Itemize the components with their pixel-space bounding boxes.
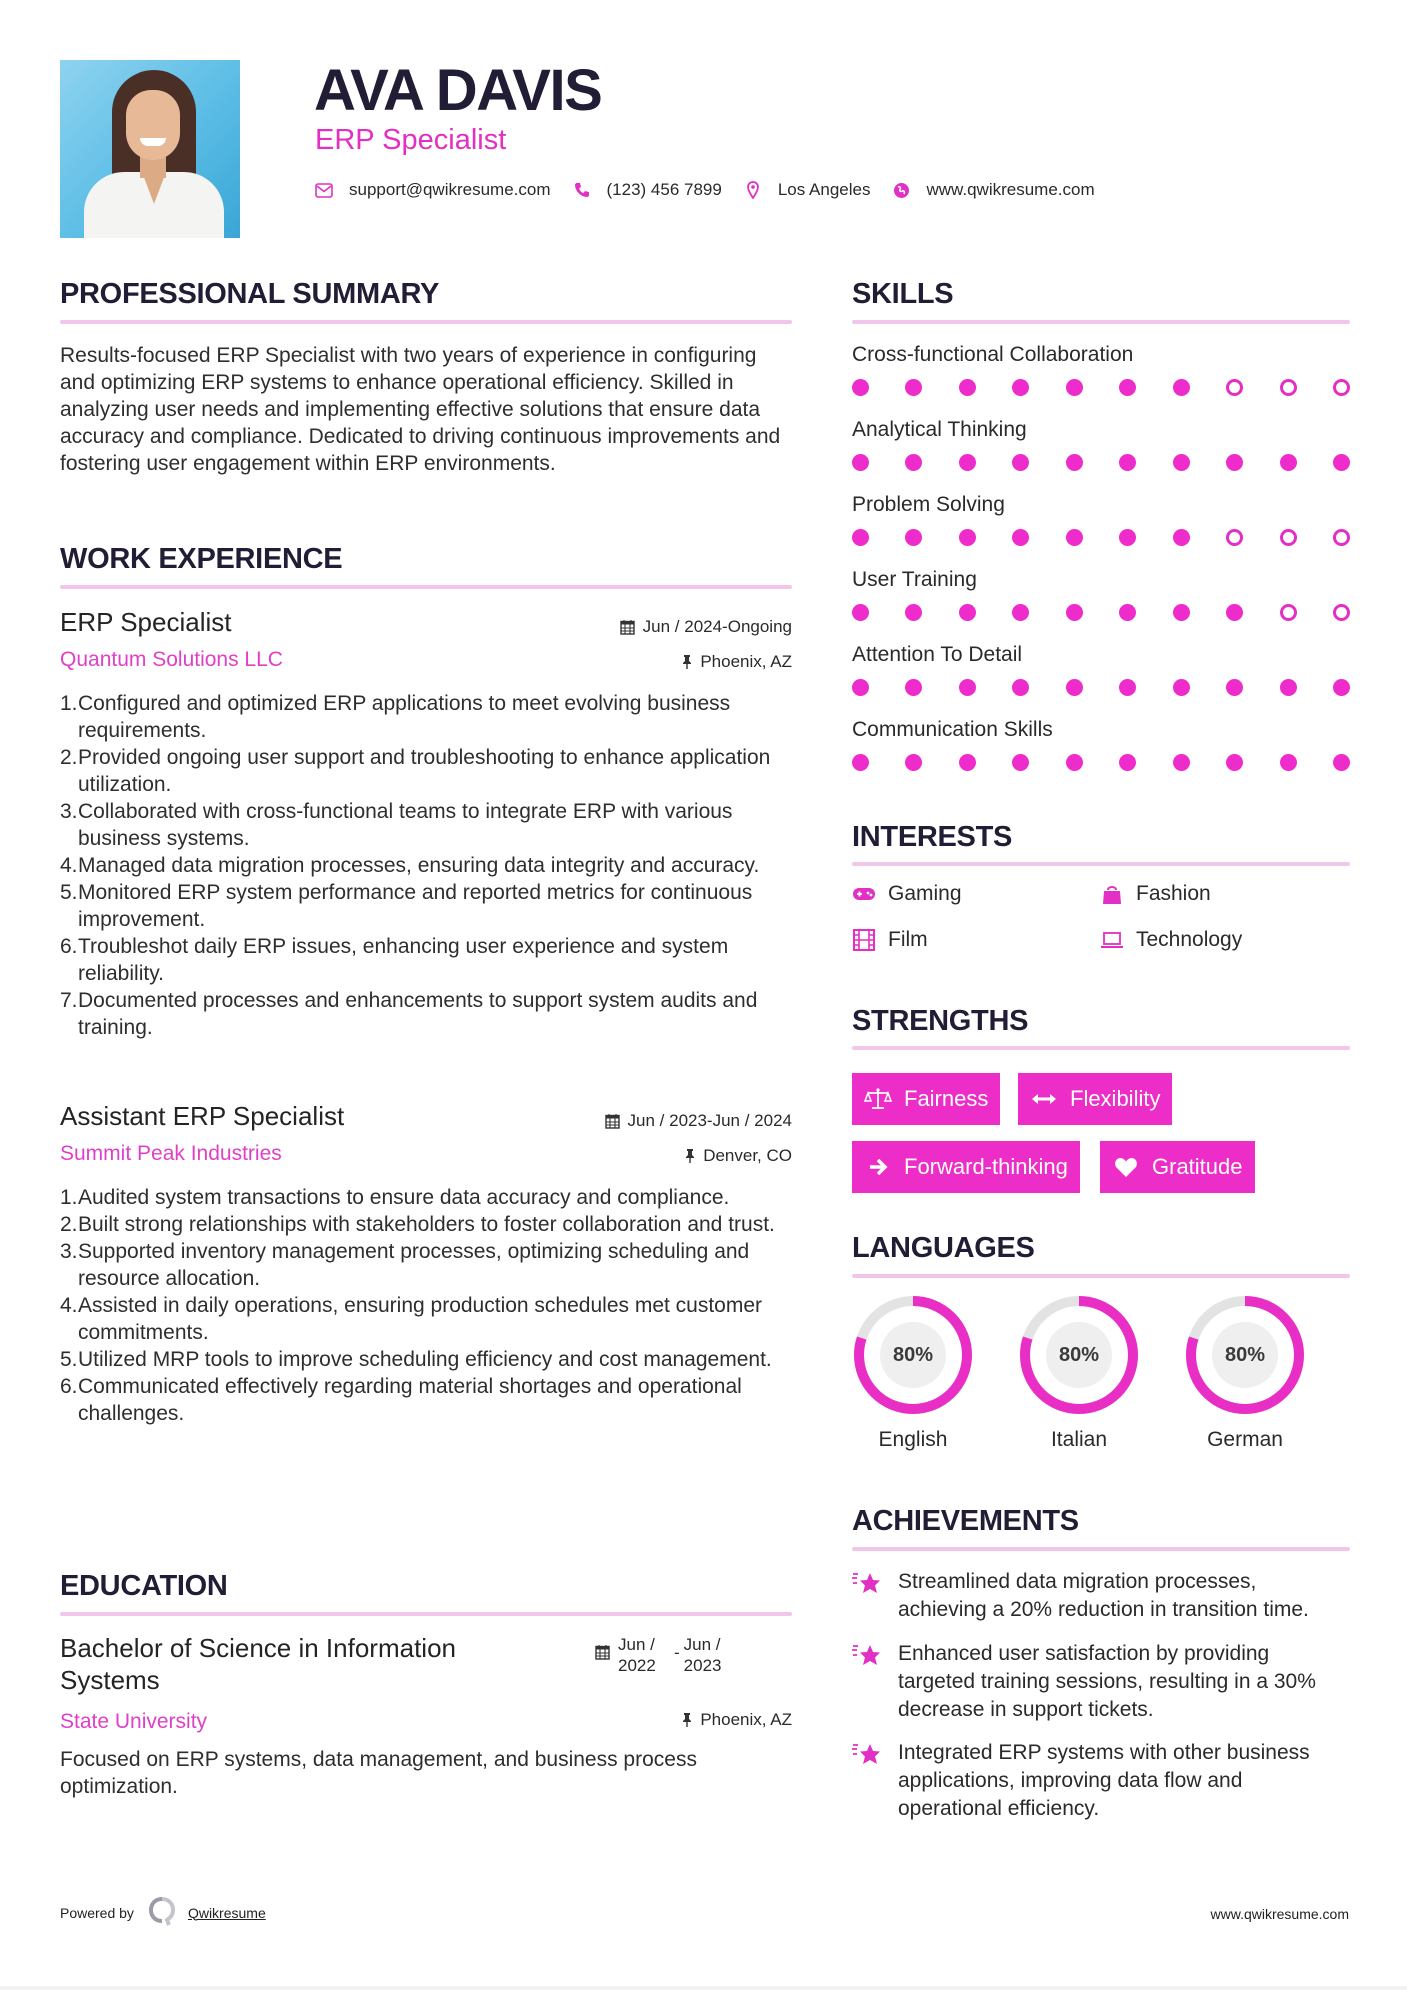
candidate-name: AVA DAVIS — [314, 58, 602, 123]
language-progress-ring — [852, 1294, 974, 1416]
rating-dot-filled — [905, 529, 922, 546]
bullet-item: 6. Troubleshot daily ERP issues, enhancing user experience and system reliability. — [60, 935, 729, 985]
achievement-text: Enhanced user satisfaction by providing targeted training sessions, resulting in a 30% decrease in support tickets. — [898, 1642, 1316, 1721]
candidate-role: ERP Specialist — [315, 124, 507, 156]
phone-text: (123) 456 7899 — [606, 180, 722, 199]
pushpin-icon — [685, 1148, 695, 1164]
shooting-star-icon — [852, 1642, 882, 1670]
rating-dot-filled — [1226, 679, 1243, 696]
degree-title: Bachelor of Science in Information Systems — [60, 1633, 456, 1695]
rating-dot-filled — [1226, 604, 1243, 621]
rating-dot-filled — [959, 379, 976, 396]
job-bullets — [60, 1184, 792, 1427]
rating-dot-filled — [1066, 679, 1083, 696]
section-divider — [60, 320, 792, 324]
start-year: 2022 — [618, 1656, 656, 1675]
rating-dot-filled — [905, 679, 922, 696]
language-item — [1184, 1294, 1306, 1452]
balance-scale-icon — [864, 1087, 892, 1111]
strength-tag-forward-thinking — [852, 1141, 1080, 1193]
skill-rating — [852, 529, 1350, 547]
language-item — [852, 1294, 974, 1452]
language-percent: 80% — [1212, 1322, 1278, 1388]
bullet-item: 5. Utilized MRP tools to improve scheduling efficiency and cost management. — [60, 1348, 772, 1371]
strength-label: Gratitude — [1152, 1154, 1243, 1179]
strength-tag-gratitude — [1100, 1141, 1255, 1193]
rating-dot-filled — [1119, 679, 1136, 696]
job-title: ERP Specialist — [60, 607, 232, 637]
rating-dot-empty — [1226, 529, 1243, 546]
interest-film — [852, 928, 928, 952]
education-location — [682, 1709, 792, 1731]
language-name: German — [1207, 1428, 1283, 1451]
envelope-icon — [315, 181, 333, 199]
section-divider — [852, 1046, 1350, 1050]
skill-rating — [852, 754, 1350, 772]
profile-photo — [60, 60, 240, 238]
bullet-item: 7. Documented processes and enhancements to support system audits and training. — [60, 989, 758, 1039]
job-dates — [605, 1110, 792, 1132]
achievement-item — [852, 1640, 1350, 1724]
rating-dot-filled — [1012, 529, 1029, 546]
skill-rating — [852, 379, 1350, 397]
rating-dot-filled — [1333, 679, 1350, 696]
footer-powered-by — [60, 1896, 266, 1929]
company-name: Summit Peak Industries — [60, 1142, 282, 1165]
school-name: State University — [60, 1710, 208, 1733]
rating-dot-filled — [959, 529, 976, 546]
achievements-heading: ACHIEVEMENTS — [852, 1505, 1079, 1537]
rating-dot-filled — [1012, 679, 1029, 696]
interest-label: Technology — [1136, 928, 1243, 951]
rating-dot-filled — [1119, 529, 1136, 546]
end-month: Jun / — [683, 1635, 721, 1654]
job-dates — [620, 616, 792, 638]
interest-label: Film — [888, 928, 928, 951]
interest-fashion — [1100, 882, 1211, 906]
bullet-item: 3. Supported inventory management processes, optimizing scheduling and resource allocation. — [60, 1240, 750, 1290]
bullet-item: 1. Audited system transactions to ensure data accuracy and compliance. — [60, 1186, 730, 1209]
rating-dot-filled — [959, 679, 976, 696]
skill-name: User Training — [852, 568, 977, 591]
rating-dot-filled — [905, 379, 922, 396]
map-pin-icon — [744, 181, 762, 199]
arrows-horizontal-icon — [1030, 1087, 1058, 1111]
skill-name: Analytical Thinking — [852, 418, 1027, 441]
shopping-bag-icon — [1100, 883, 1124, 905]
experience-heading: WORK EXPERIENCE — [60, 543, 343, 575]
rating-dot-filled — [1066, 754, 1083, 771]
rating-dot-filled — [1333, 454, 1350, 471]
rating-dot-filled — [1333, 754, 1350, 771]
rating-dot-filled — [1173, 679, 1190, 696]
rating-dot-filled — [852, 454, 869, 471]
rating-dot-empty — [1280, 529, 1297, 546]
summary-heading: PROFESSIONAL SUMMARY — [60, 278, 440, 310]
skills-heading: SKILLS — [852, 278, 954, 310]
strength-label: Fairness — [904, 1086, 989, 1111]
calendar-icon — [620, 619, 635, 635]
language-name: Italian — [1050, 1428, 1108, 1451]
rating-dot-filled — [1066, 529, 1083, 546]
section-divider — [852, 1547, 1350, 1551]
job-dates-text: Jun / 2023-Jun / 2024 — [627, 1111, 792, 1130]
shooting-star-icon — [852, 1570, 882, 1598]
bullet-item: 5. Monitored ERP system performance and reported metrics for continuous improvement. — [60, 881, 753, 931]
contact-location — [744, 180, 871, 200]
job-location — [685, 1145, 792, 1167]
job-location-text: Denver, CO — [703, 1146, 792, 1165]
strength-tag-fairness — [852, 1073, 1000, 1125]
rating-dot-filled — [905, 604, 922, 621]
rating-dot-filled — [852, 679, 869, 696]
rating-dot-empty — [1333, 379, 1350, 396]
pushpin-icon — [682, 1712, 692, 1728]
globe-icon — [892, 181, 910, 199]
rating-dot-filled — [959, 454, 976, 471]
pushpin-icon — [682, 654, 692, 670]
languages-heading: LANGUAGES — [852, 1232, 1035, 1264]
calendar-icon — [605, 1113, 620, 1129]
rating-dot-filled — [1173, 529, 1190, 546]
rating-dot-filled — [1119, 754, 1136, 771]
bullet-item: 1. Configured and optimized ERP applications to meet evolving business requirements. — [60, 692, 731, 742]
skill-rating — [852, 604, 1350, 622]
rating-dot-filled — [1173, 604, 1190, 621]
qwikresume-logo-icon — [148, 1896, 176, 1929]
bullet-item: 6. Communicated effectively regarding material shortages and operational challenges. — [60, 1375, 742, 1425]
website-text: www.qwikresume.com — [926, 180, 1095, 199]
rating-dot-filled — [1280, 679, 1297, 696]
page-bottom-edge — [0, 1986, 1407, 1990]
bullet-item: 4. Assisted in daily operations, ensuring production schedules met customer commitments. — [60, 1294, 763, 1344]
rating-dot-filled — [959, 754, 976, 771]
section-divider — [852, 320, 1350, 324]
bullet-item: 4. Managed data migration processes, ensuring data integrity and accuracy. — [60, 854, 760, 877]
rating-dot-filled — [1173, 754, 1190, 771]
bullet-item: 3. Collaborated with cross-functional teams to integrate ERP with various business systems. — [60, 800, 733, 850]
skill-name: Problem Solving — [852, 493, 1005, 516]
rating-dot-filled — [1280, 754, 1297, 771]
date-separator: - — [674, 1643, 680, 1662]
end-year: 2023 — [683, 1656, 722, 1675]
bullet-item: 2. Built strong relationships with stakeholders to foster collaboration and trust. — [60, 1213, 775, 1236]
job-location — [682, 651, 792, 673]
rating-dot-filled — [1119, 604, 1136, 621]
rating-dot-empty — [1280, 604, 1297, 621]
language-percent: 80% — [880, 1322, 946, 1388]
rating-dot-filled — [852, 379, 869, 396]
rating-dot-filled — [1012, 379, 1029, 396]
job-bullets — [60, 690, 792, 1041]
rating-dot-filled — [1066, 454, 1083, 471]
qwikresume-link[interactable]: Qwikresume — [187, 1904, 266, 1921]
achievement-text: Integrated ERP systems with other business applications, improving data flow and operational efficiency. — [898, 1741, 1310, 1820]
bullet-item: 2. Provided ongoing user support and troubleshooting to enhance application utilization. — [60, 746, 771, 796]
language-progress-ring — [1184, 1294, 1306, 1416]
film-icon — [852, 929, 876, 951]
gamepad-icon — [852, 883, 876, 905]
achievement-text: Streamlined data migration processes, achieving a 20% reduction in transition time. — [898, 1570, 1309, 1621]
rating-dot-empty — [1333, 604, 1350, 621]
arrow-right-icon — [864, 1155, 892, 1179]
achievement-item — [852, 1568, 1350, 1624]
shooting-star-icon — [852, 1741, 882, 1769]
strength-label: Forward-thinking — [904, 1154, 1068, 1179]
summary-text: Results-focused ERP Specialist with two years of experience in configuring and optimizing ERP systems to enhance operational efficiency. Skilled in analyzing user needs and implementing effective solutions that ensure data accuracy and compliance. Dedicated to driving continuous improvements and fostering user engagement within ERP environments. — [60, 344, 781, 475]
contact-phone[interactable] — [573, 180, 722, 200]
laptop-icon — [1100, 929, 1124, 951]
section-divider — [60, 585, 792, 589]
skill-name: Cross-functional Collaboration — [852, 343, 1134, 366]
rating-dot-filled — [905, 454, 922, 471]
rating-dot-filled — [852, 604, 869, 621]
rating-dot-filled — [1119, 454, 1136, 471]
rating-dot-filled — [852, 754, 869, 771]
section-divider — [852, 862, 1350, 866]
interests-heading: INTERESTS — [852, 821, 1013, 853]
rating-dot-empty — [1226, 379, 1243, 396]
rating-dot-filled — [959, 604, 976, 621]
language-percent: 80% — [1046, 1322, 1112, 1388]
education-location-text: Phoenix, AZ — [700, 1710, 792, 1729]
section-divider — [60, 1612, 792, 1616]
strengths-heading: STRENGTHS — [852, 1005, 1029, 1037]
job-title: Assistant ERP Specialist — [60, 1101, 345, 1131]
education-heading: EDUCATION — [60, 1570, 228, 1602]
language-item — [1018, 1294, 1140, 1452]
achievement-item — [852, 1739, 1350, 1823]
email-text: support@qwikresume.com — [349, 180, 551, 199]
rating-dot-filled — [1173, 379, 1190, 396]
skill-name: Communication Skills — [852, 718, 1053, 741]
powered-by-text: Powered by — [60, 1904, 134, 1921]
rating-dot-empty — [1333, 529, 1350, 546]
rating-dot-filled — [1066, 604, 1083, 621]
job-location-text: Phoenix, AZ — [700, 652, 792, 671]
rating-dot-filled — [852, 529, 869, 546]
footer-website[interactable]: www.qwikresume.com — [1210, 1906, 1349, 1922]
skill-rating — [852, 454, 1350, 472]
contact-bar — [315, 178, 1117, 202]
contact-email[interactable] — [315, 180, 551, 200]
rating-dot-filled — [905, 754, 922, 771]
calendar-icon — [595, 1644, 610, 1660]
interest-label: Gaming — [888, 882, 962, 905]
rating-dot-filled — [1280, 454, 1297, 471]
language-progress-ring — [1018, 1294, 1140, 1416]
company-name: Quantum Solutions LLC — [60, 648, 283, 671]
rating-dot-filled — [1012, 454, 1029, 471]
rating-dot-filled — [1226, 454, 1243, 471]
location-text: Los Angeles — [777, 180, 871, 199]
start-month: Jun / — [618, 1635, 655, 1654]
section-divider — [852, 1274, 1350, 1278]
phone-icon — [573, 181, 591, 199]
strength-label: Flexibility — [1070, 1086, 1161, 1111]
heart-icon — [1112, 1155, 1140, 1179]
rating-dot-filled — [1066, 379, 1083, 396]
interest-technology — [1100, 928, 1242, 952]
skill-name: Attention To Detail — [852, 643, 1023, 666]
job-dates-text: Jun / 2024-Ongoing — [642, 617, 792, 636]
rating-dot-filled — [1226, 754, 1243, 771]
education-dates — [595, 1634, 722, 1676]
education-description: Focused on ERP systems, data management, and business process optimization. — [60, 1748, 697, 1798]
rating-dot-filled — [1173, 454, 1190, 471]
rating-dot-filled — [1012, 604, 1029, 621]
interest-label: Fashion — [1136, 882, 1211, 905]
strength-tag-flexibility — [1018, 1073, 1172, 1125]
contact-website[interactable] — [892, 180, 1094, 200]
rating-dot-filled — [1119, 379, 1136, 396]
rating-dot-empty — [1280, 379, 1297, 396]
interest-gaming — [852, 882, 962, 906]
language-name: English — [878, 1428, 948, 1451]
rating-dot-filled — [1012, 754, 1029, 771]
skill-rating — [852, 679, 1350, 697]
